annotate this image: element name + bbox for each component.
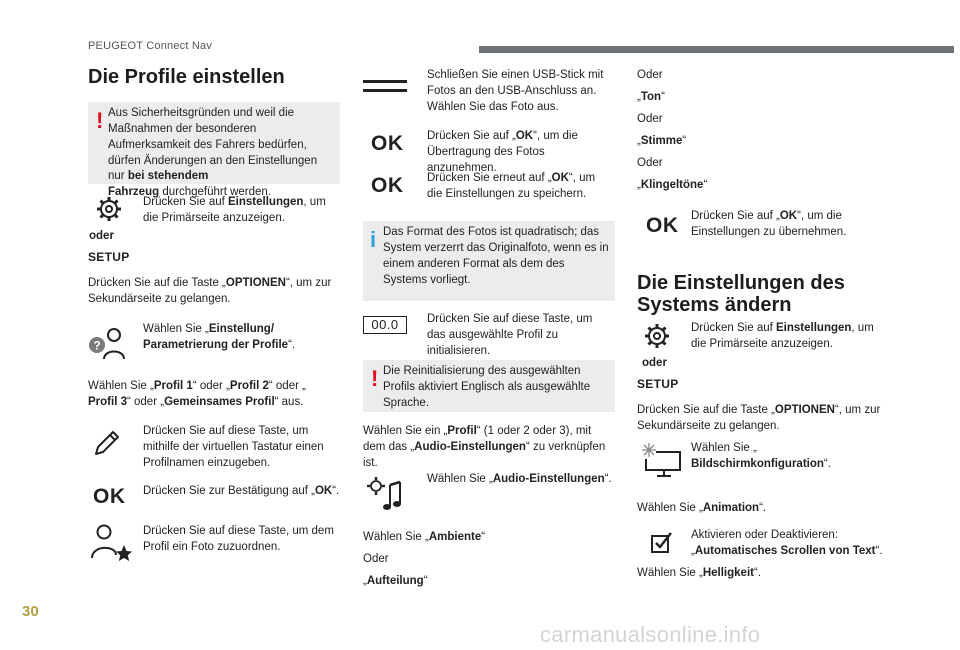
step-save-text: Drücken Sie erneut auf „OK“, um die Einstellungen zu speichern. [427, 172, 596, 200]
step-settings-text: Drücken Sie auf Einstellungen, um die Primärseite anzuzeigen. [143, 196, 326, 224]
step-reset-text: Drücken Sie auf diese Taste, um das ausgewählte Profil zu initialisieren. [427, 313, 593, 357]
warning-icon: ! [371, 366, 379, 391]
warning-text: Die Reinitialisierung des ausgewählten Profils aktiviert Englisch als ausgewählte Sprache. [383, 365, 591, 409]
header-bar [479, 46, 954, 53]
section-heading-system: Die Einstellungen des Systems ändern [637, 272, 845, 317]
helligkeit-line: Wählen Sie „Helligkeit“. [637, 567, 762, 579]
setup-label: SETUP [88, 250, 130, 264]
stimme-line: „Stimme“ [637, 135, 687, 147]
warning-icon: ! [96, 108, 104, 133]
step-activate-text: Aktivieren oder Deaktivieren: „Automatisches Scrollen von Text“. [691, 529, 883, 557]
ton-line: „Ton“ [637, 91, 665, 103]
step-name-text: Drücken Sie auf diese Taste, um mithilfe der virtuellen Tastatur einen Profilnamen einzugeben. [143, 425, 324, 469]
options-paragraph: Drücken Sie auf die Taste „OPTIONEN“, um zur Sekundärseite zu gelangen. [637, 404, 881, 432]
header-title: PEUGEOT Connect Nav [88, 40, 213, 52]
animation-line: Wählen Sie „Animation“. [637, 502, 767, 514]
profile-choice-paragraph: Wählen Sie „Profil 1“ oder „Profil 2“ oder „ Profil 3“ oder „Gemeinsames Profil“ aus. [88, 380, 306, 408]
checkbox-icon [651, 531, 673, 553]
aufteilung-line: „Aufteilung“ [363, 575, 428, 587]
gear-icon [95, 195, 123, 223]
profile-photo-icon [89, 523, 133, 561]
step-audio-text: Wählen Sie „Audio-Einstellungen“. [427, 473, 612, 485]
profile-question-icon [88, 326, 128, 362]
setup-label: SETUP [637, 377, 679, 391]
ok-icon: OK [371, 174, 404, 197]
watermark: carmanualsonline.info [540, 622, 761, 647]
oder-label: Oder [363, 553, 389, 565]
info-icon: i [370, 227, 377, 252]
klingeltoene-line: „Klingeltöne“ [637, 179, 708, 191]
oder-label: Oder [637, 157, 663, 169]
ok-icon: OK [93, 485, 126, 508]
warning-text: Aus Sicherheitsgründen und weil die Maßnahmen der besonderen Aufmerksamkeit des Fahrers bedürfen, dürfen Änderungen an den Einstellungen nur bei stehendem Fahrzeug durchgeführt werden. [108, 107, 318, 199]
usb-icon [363, 80, 407, 92]
screen-settings-icon [641, 442, 683, 478]
oder-label: oder [89, 230, 114, 242]
oder-label: Oder [637, 113, 663, 125]
step-photo-text: Drücken Sie auf diese Taste, um dem Profil ein Foto zuzuordnen. [143, 525, 334, 553]
oder-label: Oder [637, 69, 663, 81]
svg-text:?: ? [93, 338, 101, 353]
oder-label: oder [642, 357, 667, 369]
warning-box [88, 102, 340, 199]
info-box [363, 221, 615, 301]
step-accept-photo-text: Drücken Sie auf „OK“, um die Übertragung des Fotos anzunehmen. [427, 130, 578, 174]
gear-icon [643, 322, 671, 350]
step-confirm-text: Drücken Sie zur Bestätigung auf „OK“. [143, 485, 340, 497]
section-heading-profiles: Die Profile einstellen [88, 66, 285, 88]
reset-icon: 00.0 [363, 316, 407, 334]
info-text: Das Format des Fotos ist quadratisch; das System verzerrt das Originalfoto, wenn es in einem anderen Format als dem des Systems vorliegt. [383, 226, 609, 286]
step-usb-text: Schließen Sie einen USB-Stick mit Fotos an den USB-Anschluss an. Wählen Sie das Foto aus. [427, 69, 604, 113]
pencil-icon [92, 428, 122, 458]
options-paragraph: Drücken Sie auf die Taste „OPTIONEN“, um zur Sekundärseite zu gelangen. [88, 277, 332, 305]
warning-box [363, 360, 615, 412]
ambiente-line: Wählen Sie „Ambiente“ [363, 531, 486, 543]
audio-settings-icon [366, 476, 406, 512]
link-profile-paragraph: Wählen Sie ein „Profil“ (1 oder 2 oder 3), mit dem das „Audio-Einstellungen“ zu verknüpfen ist. [363, 425, 606, 469]
ok-icon: OK [371, 132, 404, 155]
step-apply-text: Drücken Sie auf „OK“, um die Einstellungen zu übernehmen. [691, 210, 847, 238]
step-select-profile-text: Wählen Sie „Einstellung/ Parametrierung der Profile“. [143, 323, 296, 351]
step-screen-text: Wählen Sie „ Bildschirmkonfiguration“. [691, 442, 831, 470]
ok-icon: OK [646, 214, 679, 237]
page-number: 30 [22, 603, 39, 620]
step-settings-text: Drücken Sie auf Einstellungen, um die Primärseite anzuzeigen. [691, 322, 874, 350]
